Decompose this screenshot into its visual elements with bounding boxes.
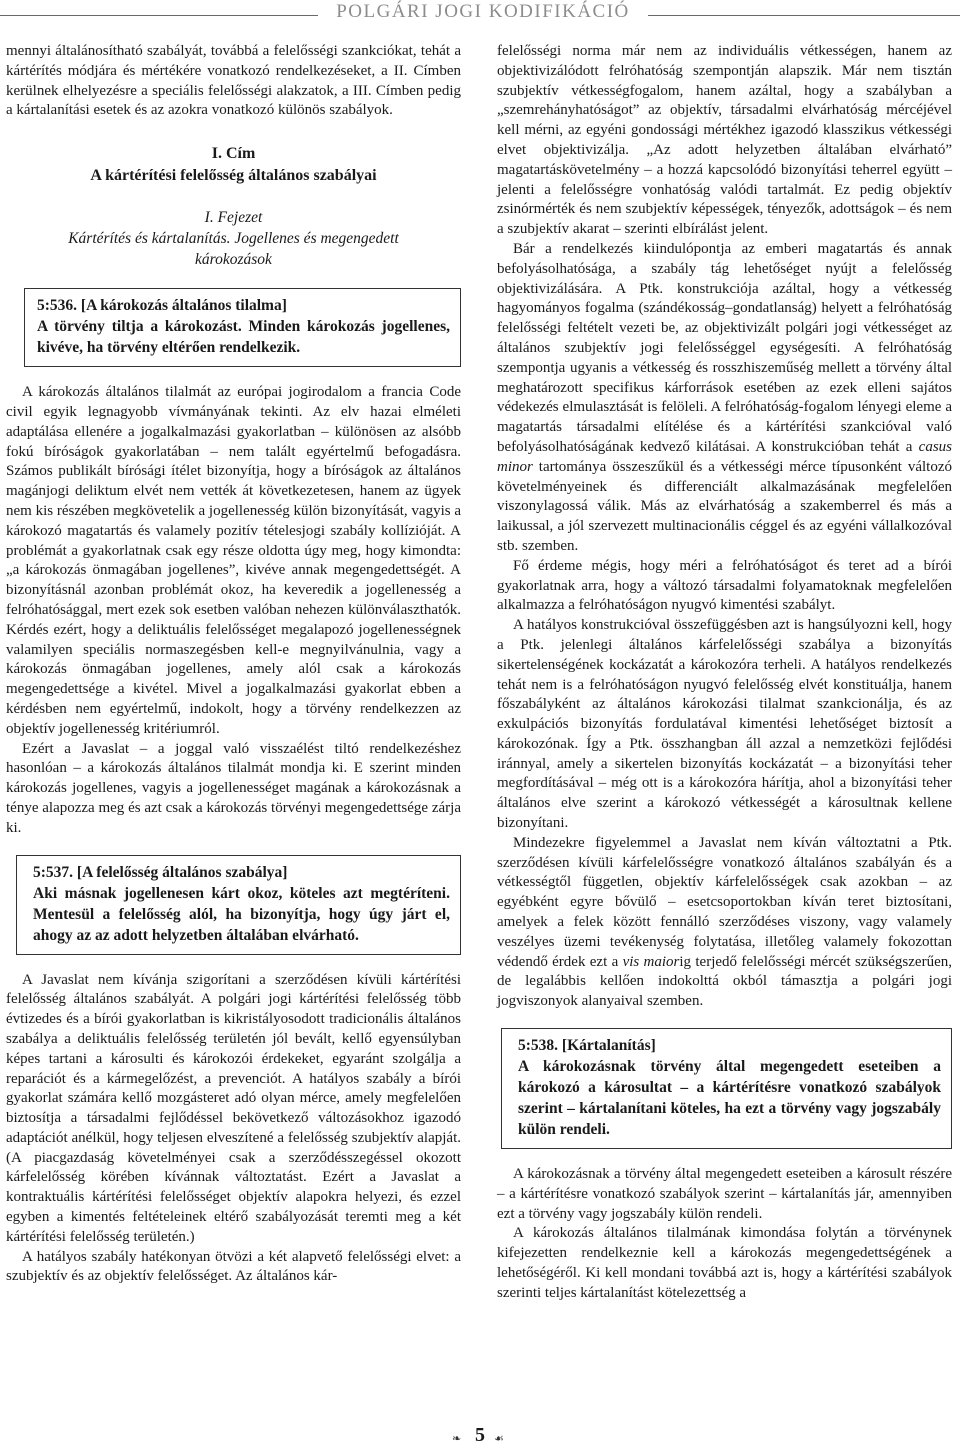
cim-heading bbox=[6, 143, 461, 187]
article-538-number: 5:538. bbox=[518, 1037, 559, 1055]
ornament-right-icon: ☙ bbox=[494, 1433, 504, 1445]
vis-maior-term: vis maior bbox=[622, 953, 680, 970]
right-paragraph-2-b: tartománya összeszűkül és a vétkességi mérce típusonként változó követelményeinek és differenciált alkalmazásának megfelelően viszonylagossá válik. Más az elvárhatóság a szakemberrel és más a laikussal, a jól szervezett multinacionális céggel és az egyéni vállalkozóval stb. szemben. bbox=[497, 458, 952, 554]
article-538-box bbox=[501, 1028, 952, 1149]
article-536-heading bbox=[37, 295, 450, 316]
cim-title: A kártérítési felelősség általános szabályai bbox=[90, 167, 377, 185]
running-header bbox=[0, 0, 960, 30]
right-column bbox=[497, 42, 952, 1304]
right-paragraph-2-a: Bár a rendelkezés kiindulópontja az emberi magatartás és annak befolyásolhatósága, a szabály tág lehetőséget nyújt a felelősség objektivizálására. A Ptk. konstrukciója azáltal, hogy a vétkesség hagyományos fogalma (szándékosság–gondatlanság) helyett a felróhatóság felelősségi feltételt vezeti be, az objektivizált polgári jogi vétkességet az általános szubjektív jogi felelősséggel egységesíti. A felróhatóság szempontja ugyanis a vétkesség és rosszhiszeműség mellett a törvény által meghatározott specifikus kárforrások esetében az ezek elleni sajátos védekezés elmulasztását is felöleli. A felróhatóság-fogalom lényegi eleme a magatartás társadalmi elítélése és a kártérítési szankcióval való befolyásolhatóságának kedvező kilátásai. A konstrukcióban tehát a bbox=[497, 240, 952, 455]
fejezet-heading bbox=[6, 207, 461, 270]
fejezet-title: Kártérítés és kártalanítás. Jogellenes és megengedett károkozások bbox=[68, 230, 399, 269]
article-537-box bbox=[16, 855, 461, 955]
article-538-title: [Kártalanítás] bbox=[561, 1037, 656, 1055]
right-paragraph-5 bbox=[497, 834, 952, 1012]
commentary-536-p2: Ezért a Javaslat – a joggal való visszaélést tiltó rendelkezéshez hasonlóan – a károkozás általános tilalmát mondja ki. E szerint minden károkozás jogellenes, vagyis a jogellenességet magának a károkozásnak a ténye alapozza meg és azt csak a károkozás törvényi megengedettsége zárja ki. bbox=[6, 740, 461, 836]
right-paragraph-5-a: Mindezekre figyelemmel a Javaslat nem kíván változtatni a Ptk. szerződésen kívüli kárfelelősségre vonatkozó általános szabályán és a vétkességtől független, objektív kárfelelősségek csak azokban – az egyébként egyre bővülő – esetcsoportokban kíván teret biztosítani, amelyek a felek között fennálló szerződéses viszony, vagy valamely veszélyes üzemi tevékenység folytatása, illetőleg valamely fokozottan védendő érdek ezt a bbox=[497, 834, 952, 970]
commentary-538-p1: A károkozásnak a törvény által megengedett eseteiben a károsult részére – a kártérítésre vonatkozó szabályok szerint – kártalanítás jár, amennyiben ezt a törvény vagy jogszabály külön rendeli. bbox=[497, 1166, 952, 1222]
article-537-number: 5:537. bbox=[33, 863, 74, 881]
commentary-537-p1: A Javaslat nem kívánja szigorítani a szerződésen kívüli kártérítési felelősség általános szabályát. A polgári jogi kártérítési felelősség több évtizedes és a bírói gyakorlatban is kikristályosodott tradicionális általános szabálya a deliktuális felelősség területén jól bevált, kellő egyensúlyban képes tartani a károsulti és károkozói érdekeket, egyaránt szolgálja a reparációt és a kármegelőzést, a prevenciót. A hatályos szabály a bírói gyakorlat számára kellő mozgásteret adó olyan mérce, amely megfelelően biztosítja a társadalmi fejlődéssel bekövetkező változásokhoz igazodó adaptációt anélkül, hogy teljesen elveszítené a felelősség szubjektív alapját. (A piacgazdaság követelményei csak a szerződésszegéssel okozott kárfelelősség körében kívánnak változtatást. Ezért a Javaslat a kontraktuális kártérítési felelősséget objektív alapokra helyezi, és ezzel egyben a kimentés feltételeinek eltérő szabályozását teremti meg a két kártérítési felelősség területén.) bbox=[6, 971, 461, 1245]
casus-minor-term: casus minor bbox=[497, 438, 952, 475]
article-537-title: [A felelősség általános szabálya] bbox=[76, 863, 288, 881]
page-number: 5 bbox=[475, 1424, 485, 1446]
running-title: POLGÁRI JOGI KODIFIKÁCIÓ bbox=[336, 1, 630, 22]
article-536-text: A törvény tiltja a károkozást. Minden károkozás jogellenes, kivéve, ha törvény eltérően rendelkezik. bbox=[37, 318, 450, 357]
commentary-536-p1: A károkozás általános tilalmát az európai jogirodalom a francia Code civil egyik legnagyobb vívmányának tekinti. Az elv hazai elméleti adaptálása ellenére a jogalkalmazási gyakorlatban – különösen az alsóbb fokú bíróságok gyakorlatában – nem talált egyértelmű befogadásra. Számos publikált bírósági ítélet bizonyítja, hogy a bíróságok az általános magánjogi deliktum elvét nem vették át következetesen, hanem az ügyek nem kis részében megkövetelik a jogellenesség külön bizonyítását, vagyis a károkozó magatartás és valamely pozitív tételesjogi szabály kollízióját. A problémát a gyakorlatnak csak egy része oldotta úgy meg, hogy kimondta: „a károkozás önmagában jogellenes”, kivéve annak megengedettségét. A bizonyításnál azonban problémát okoz, ha keveredik a jogellenesség a felróhatósággal, mert ezek sok esetben valóban nehezen különválaszthatók. Kérdés ezért, hogy a deliktuális felelősséget megalapozó jogellenességnek valamilyen speciális normaszegésben kell-e megnyilvánulnia, vagy a károkozás önmagában jogellenes, amely alól csak a károkozás megengedettsége a kivétel. Mivel a jogalkalmazási gyakorlat ebben a kérdésben nem egyértelmű, indokolt, hogy a törvény rendelkezzen az objektív jogellenesség kritériumról. bbox=[6, 384, 461, 737]
article-536-box bbox=[24, 288, 461, 367]
right-paragraph-1: felelősségi norma már nem az individuális vétkességen, hanem az objektivizálódott felróhatóság szempontján alapszik. Már nem tisztán szubjektív vétkességfogalom, hanem azáltal, hogy a szabályban a „szemrehányhatóságot” az objektív, társadalmi elvárhatóság mércéjével kell mérni, az egyéni gondossági mértékhez igazodó klasszikus vétkességi elvet objektivizálja. „Az adott helyzetben általában elvárható” magatartáskövetelmény – a hozzá kapcsolódó bizonyítási teherrel együtt – jelenti a felelősségre vonhatóság valódi tartalmát. Ez pedig objektív zsinórmérték és nem szubjektív képességek, tényezők, adottságok – és nem a szubjektív akarat – szerinti elbírálást jelent. bbox=[497, 43, 952, 238]
article-536-title: [A károkozás általános tilalma] bbox=[80, 297, 287, 315]
article-536-number: 5:536. bbox=[37, 297, 78, 315]
header-rule-left bbox=[0, 15, 318, 16]
intro-paragraph: mennyi általánosítható szabályát, továbbá a felelősségi szankciókat, tehát a kártérítés módjára és mértékére vonatkozó rendelkezéseket, a II. Címben kerülnek elhelyezésre a speciális felelősségi alakzatok, a III. Címben pedig a kártalanítási esetek és az azokra vonatkozó különös szabályok. bbox=[6, 43, 461, 119]
header-rule-right bbox=[648, 15, 960, 16]
article-537-heading bbox=[33, 862, 450, 883]
commentary-538-p2: A károkozás általános tilalmának kimondása folytán a törvénynek kifejezetten rendelkeznie kell a károkozás megengedettségének a lehetőségéről. Ki kell mondani továbbá azt is, hogy a kártérítési szabályok szerinti teljes kártalanítást kötelezettség a bbox=[497, 1225, 952, 1301]
page-footer bbox=[0, 1424, 960, 1451]
fejezet-number: I. Fejezet bbox=[204, 209, 263, 227]
right-paragraph-4: A hatályos konstrukcióval összefüggésben azt is hangsúlyozni kell, hogy a Ptk. jelenlegi általános kárfelelősségi szabálya a bizonyítás sikertelenségének kockázatát a károkozóra terheli. A hatályos rendelkezés tehát nem is a felróhatóságon nyugvó felelősség elvét konstituálja, hanem főszabályként az általános károkozási tilalmat szankcionálja, és az exkulpációs bizonyítás fordulatával kimentési lehetőséget biztosít a károkozónak. Így a Ptk. összhangban áll azzal a nemzetközi fejlődési iránnyal, amely a sikertelen bizonyítás kockázatát – a bizonyítási teher megfordításával – még ott is a károkozóra hárítja, ahol a bizonyítási teher általános elve szerint a károkozó vétkességét a károsultnak kellene bizonyítani. bbox=[497, 617, 952, 832]
commentary-537-p2: A hatályos szabály hatékonyan ötvözi a két alapvető felelősségi elvet: a szubjektív és az objektív felelősséget. Az általános kár- bbox=[6, 1248, 461, 1285]
right-paragraph-3: Fő érdeme mégis, hogy méri a felróhatóságot és teret ad a bírói gyakorlatnak arra, hogy a változó társadalmi folyamatoknak megfelelően alkalmazza a felróhatóságon nyugvó kimentési szabályt. bbox=[497, 557, 952, 614]
left-column bbox=[6, 42, 461, 1287]
right-paragraph-2 bbox=[497, 240, 952, 557]
ornament-left-icon: ❧ bbox=[452, 1433, 462, 1445]
right-paragraph-5-b: ig terjedő felelősségi mércét szükségszerűen, de legalábbis kellően indokolttá okból támasztja a polgári jogi jogviszonyok alanyaival szemben. bbox=[497, 953, 952, 1010]
article-538-text: A károkozásnak törvény által megengedett eseteiben a károkozó a károsultat – a kártérítésre vonatkozó szabályok szerint – kártalanítani köteles, ha ezt a törvény vagy jogszabály külön rendeli. bbox=[518, 1058, 941, 1139]
cim-number: I. Cím bbox=[211, 145, 256, 163]
article-538-heading bbox=[518, 1035, 941, 1056]
article-537-text: Aki másnak jogellenesen kárt okoz, köteles azt megtéríteni. Mentesül a felelősség alól, ha bizonyítja, hogy úgy járt el, ahogy az az adott helyzetben általában elvárható. bbox=[33, 884, 450, 944]
